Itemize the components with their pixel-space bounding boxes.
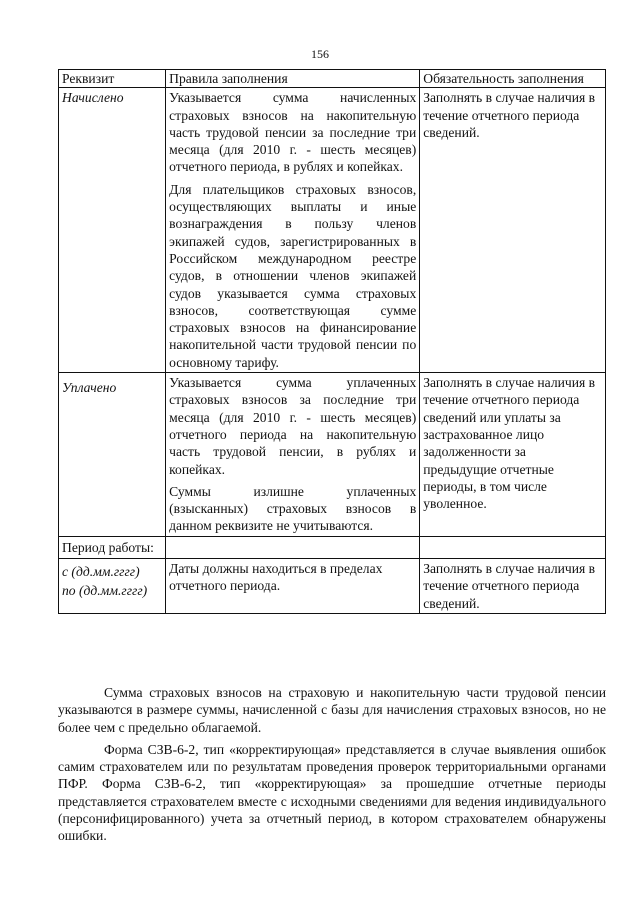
- rules-cell: Даты должны находиться в пределах отчетного периода.: [166, 559, 420, 614]
- table-row: [59, 536, 606, 558]
- obligation-cell: Заполнять в случае наличия в течение отчетного периода сведений или уплаты за застрахованное лицо задолженности за предыдущие отчетные периоды, в том числе уволенное.: [420, 373, 606, 537]
- requisites-table: [58, 69, 606, 614]
- rule-paragraph: Суммы излишне уплаченных (взысканных) страховых взносов в данном реквизите не учитываются.: [169, 483, 417, 534]
- paragraph: Форма СЗВ-6-2, тип «корректирующая» представляется в случае выявления ошибок самим страхователем или по результатам проведения проверок территориальными органами ПФР. Форма СЗВ-6-2, тип «корректирующая» за прошедшие отчетные периоды представляется страхователем вместе с исходными сведениями для ведения индивидуального (персонифицированного) учета за отчетный период, в котором страхователем обнаружены ошибки.: [58, 741, 606, 844]
- obligation-cell: Заполнять в случае наличия в течение отчетного периода сведений.: [420, 88, 606, 373]
- field-dates: [59, 559, 166, 614]
- header-obligation: Обязательность заполнения: [420, 70, 606, 88]
- obligation-cell: [420, 536, 606, 558]
- table-header-row: [59, 70, 606, 88]
- rule-paragraph: Указывается сумма уплаченных страховых взносов за последние три месяца (для 2010 г. - шесть месяцев) отчетного периода на накопительную часть трудовой пенсии, в рублях и копейках.: [169, 375, 417, 477]
- header-requisite: Реквизит: [59, 70, 166, 88]
- field-paid: Уплачено: [59, 373, 166, 537]
- obligation-cell: Заполнять в случае наличия в течение отчетного периода сведений.: [420, 559, 606, 614]
- date-from-label: с (дд.мм.гггг): [62, 564, 140, 580]
- rules-cell: [166, 536, 420, 558]
- field-work-period: Период работы:: [59, 536, 166, 558]
- page-number: 156: [311, 47, 329, 61]
- date-to-label: по (дд.мм.гггг): [62, 583, 148, 599]
- rule-paragraph: Указывается сумма начисленных страховых взносов на накопительную часть трудовой пенсии за последние три месяца (для 2010 г. - шесть месяцев) отчетного периода, в рублях и копейках.: [169, 90, 417, 175]
- field-accrued: Начислено: [59, 88, 166, 373]
- rules-cell: [166, 88, 420, 373]
- rule-paragraph: Для плательщиков страховых взносов, осуществляющих выплаты и иные вознаграждения в пользу членов экипажей судов, зарегистрированных в Российском международном реестре судов, в отношении членов экипажей судов указывается сумма страховых взносов, соответствующая сумме страховых взносов на финансирование накопительной части трудовой пенсии по основному тарифу.: [169, 181, 417, 370]
- header-rules: Правила заполнения: [166, 70, 420, 88]
- table-row: [59, 559, 606, 614]
- table-row: [59, 373, 606, 537]
- body-text: [58, 684, 606, 845]
- rules-cell: [166, 373, 420, 537]
- table-row: [59, 88, 606, 373]
- paragraph: Сумма страховых взносов на страховую и накопительную части трудовой пенсии указываются в размере суммы, начисленной с базы для начисления страховых взносов, но не более чем с предельно облагаемой.: [58, 685, 606, 735]
